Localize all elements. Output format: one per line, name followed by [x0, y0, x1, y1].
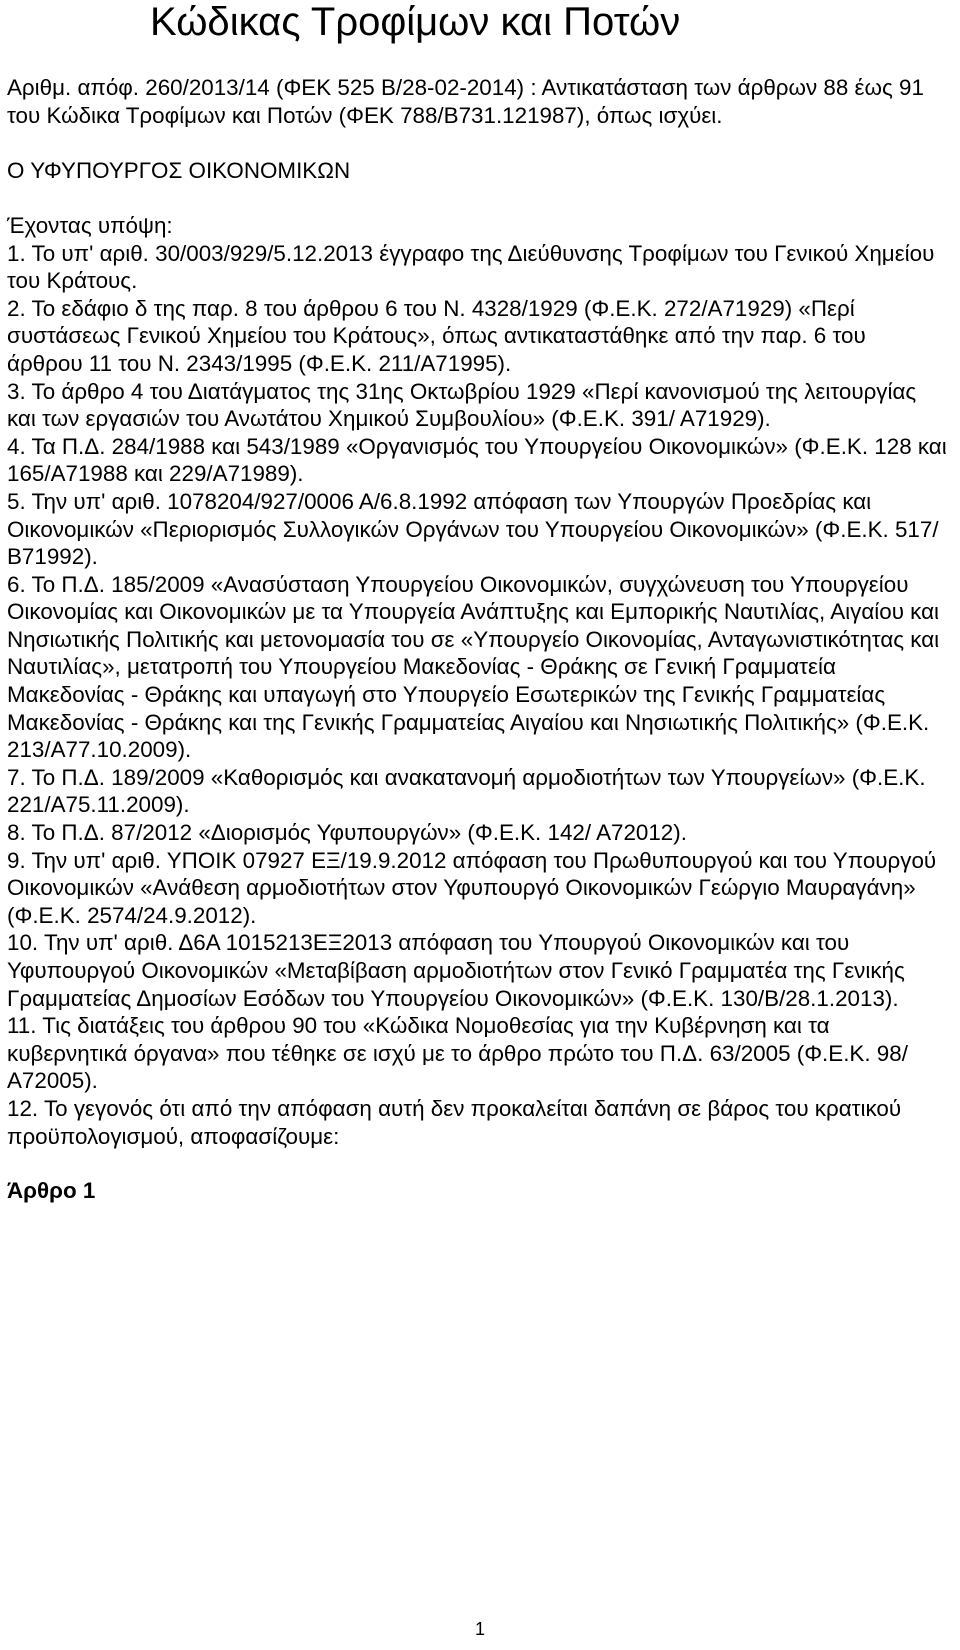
- issuing-authority: Ο ΥΦΥΠΟΥΡΓΟΣ ΟΙΚΟΝΟΜΙΚΩΝ: [7, 157, 351, 183]
- consideration-item: 4. Τα Π.Δ. 284/1988 και 543/1989 «Οργανισμός του Υπουργείου Οικονομικών» (Φ.Ε.Κ. 128 και 165/Α71988 και 229/Α71989).: [7, 433, 947, 487]
- spacer: [7, 1150, 947, 1177]
- document-body: [7, 74, 947, 1205]
- consideration-item: 1. Το υπ' αριθ. 30/003/929/5.12.2013 έγγραφο της Διεύθυνσης Τροφίμων του Γενικού Χημείου του Κράτους.: [7, 240, 935, 294]
- consideration-item: 7. Το Π.Δ. 189/2009 «Καθορισμός και ανακατανομή αρμοδιοτήτων των Υπουργείων» (Φ.Ε.Κ. 221/Α75.11.2009).: [7, 764, 926, 818]
- consideration-item: 12. Το γεγονός ότι από την απόφαση αυτή δεν προκαλείται δαπάνη σε βάρος του κρατικού προϋπολογισμού, αποφασίζουμε:: [7, 1095, 902, 1149]
- consideration-item: 9. Την υπ' αριθ. ΥΠΟΙΚ 07927 ΕΞ/19.9.2012 απόφαση του Πρωθυπουργού και του Υπουργού Οικονομικών «Ανάθεση αρμοδιοτήτων στον Υφυπουργό Οικονομικών Γεώργιο Μαυραγάνη» (Φ.Ε.Κ. 2574/24.9.2012).: [7, 847, 937, 928]
- decision-intro: Αριθμ. απόφ. 260/2013/14 (ΦΕΚ 525 Β/28-02-2014) : Αντικατάσταση των άρθρων 88 έως 91 του Κώδικα Τροφίμων και Ποτών (ΦΕΚ 788/Β731.121987), όπως ισχύει.: [7, 75, 924, 128]
- article-heading: Άρθρο 1: [7, 1178, 96, 1204]
- consideration-item: 11. Τις διατάξεις του άρθρου 90 του «Κώδικα Νομοθεσίας για την Κυβέρνηση και τα κυβερνητικά όργανα» που τέθηκε σε ισχύ με το άρθρο πρώτο του Π.Δ. 63/2005 (Φ.Ε.Κ. 98/Α72005).: [7, 1013, 908, 1094]
- consideration-item: 10. Την υπ' αριθ. Δ6Α 1015213ΕΞ2013 απόφαση του Υπουργού Οικονομικών και του Υφυπουργού Οικονομικών «Μεταβίβαση αρμοδιοτήτων στον Γενικό Γραμματέα της Γενικής Γραμματείας Δημοσίων Εσόδων του Υπουργείου Οικονομικών» (Φ.Ε.Κ. 130/Β/28.1.2013).: [7, 930, 905, 1011]
- consideration-item: 6. Το Π.Δ. 185/2009 «Ανασύσταση Υπουργείου Οικονομικών, συγχώνευση του Υπουργείου Οικονομίας και Οικονομικών με τα Υπουργεία Ανάπτυξης και Εμπορικής Ναυτιλίας, Αιγαίου και Νησιωτικής Πολιτικής και μετονομασία του σε «Υπουργείο Οικονομίας, Ανταγωνιστικότητας και Ναυτιλίας», μετατροπή του Υπουργείου Μακεδονίας - Θράκης σε Γενική Γραμματεία Μακεδονίας - Θράκης και υπαγωγή στο Υπουργείο Εσωτερικών της Γενικής Γραμματείας Μακεδονίας - Θράκης και της Γενικής Γραμματείας Αιγαίου και Νησιωτικής Πολιτικής» (Φ.Ε.Κ. 213/Α77.10.2009).: [7, 571, 940, 763]
- spacer: [7, 184, 947, 212]
- page-number: 1: [474, 1619, 485, 1639]
- consideration-item: 8. Το Π.Δ. 87/2012 «Διορισμός Υφυπουργών» (Φ.Ε.Κ. 142/ Α72012).: [7, 820, 687, 846]
- spacer: [7, 129, 947, 157]
- considering-label: Έχοντας υπόψη:: [7, 212, 173, 238]
- consideration-item: 2. Το εδάφιο δ της παρ. 8 του άρθρου 6 του Ν. 4328/1929 (Φ.Ε.Κ. 272/Α71929) «Περί συστάσεως Γενικού Χημείου του Κράτους», όπως αντικαταστάθηκε από την παρ. 6 του άρθρου 11 του Ν. 2343/1995 (Φ.Ε.Κ. 211/Α71995).: [7, 295, 866, 376]
- consideration-item: 5. Την υπ' αριθ. 1078204/927/0006 Α/6.8.1992 απόφαση των Υπουργών Προεδρίας και Οικονομικών «Περιορισμός Συλλογικών Οργάνων του Υπουργείου Οικονομικών» (Φ.Ε.Κ. 517/Β71992).: [7, 488, 939, 570]
- document-title: Κώδικας Τροφίμων και Ποτών: [150, 0, 681, 44]
- consideration-item: 3. Το άρθρο 4 του Διατάγματος της 31ης Οκτωβρίου 1929 «Περί κανονισμού της λειτουργίας και των εργασιών του Ανωτάτου Χημικού Συμβουλίου» (Φ.Ε.Κ. 391/ Α71929).: [7, 378, 917, 432]
